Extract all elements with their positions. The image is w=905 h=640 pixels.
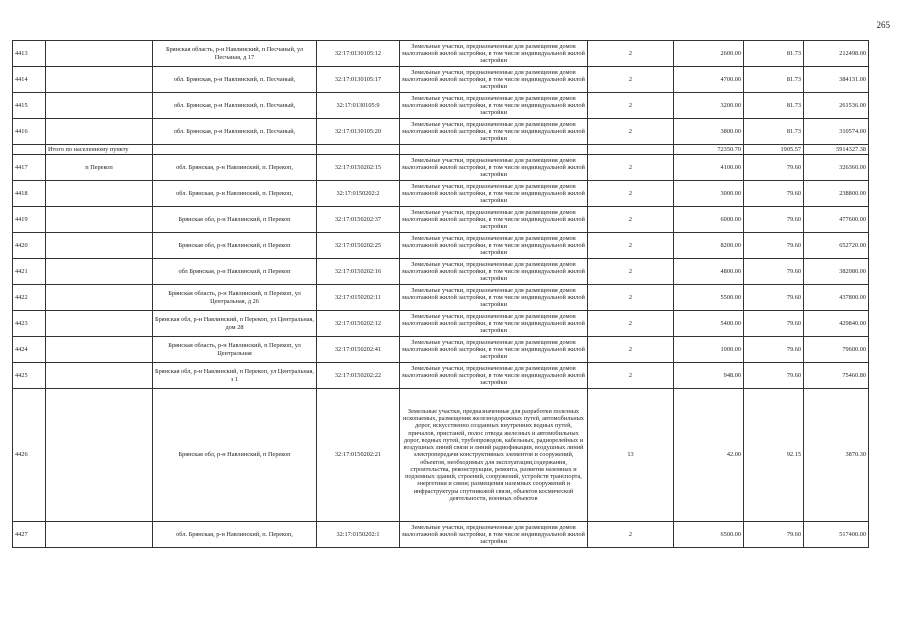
land-use-cell: Земельные участки, предназначенные для размещения домов малоэтажной жилой застройки, в том числе индивидуальной жилой застройки (400, 207, 588, 233)
land-use-cell: Земельные участки, предназначенные для размещения домов малоэтажной жилой застройки, в том числе индивидуальной жилой застройки (400, 93, 588, 119)
settlement-cell (46, 233, 153, 259)
use-group-cell: 2 (588, 285, 674, 311)
area-cell: 6500.00 (674, 522, 744, 548)
address-cell: обл. Брянская, р-н Навлинский, п. Перекоп, (153, 522, 317, 548)
cadastral-number-cell: 32:17:0150202:11 (317, 285, 400, 311)
subtotal-area: 72350.70 (674, 145, 744, 155)
subtotal-value: 5914327.38 (804, 145, 869, 155)
cadastral-number-cell: 32:17:0150202:21 (317, 389, 400, 522)
settlement-cell (46, 285, 153, 311)
specific-value-cell: 92.15 (744, 389, 804, 522)
table-body-upper (13, 41, 869, 145)
cadastral-number-cell: 32:17:0150202:25 (317, 233, 400, 259)
land-use-cell: Земельные участки, предназначенные для размещения домов малоэтажной жилой застройки, в том числе индивидуальной жилой застройки (400, 522, 588, 548)
area-cell: 2600.00 (674, 41, 744, 67)
specific-value-cell: 79.60 (744, 207, 804, 233)
row-number-cell: 4421 (13, 259, 46, 285)
land-use-cell: Земельные участки, предназначенные для размещения домов малоэтажной жилой застройки, в том числе индивидуальной жилой застройки (400, 155, 588, 181)
land-use-cell: Земельные участки, предназначенные для размещения домов малоэтажной жилой застройки, в том числе индивидуальной жилой застройки (400, 285, 588, 311)
table-row (13, 93, 869, 119)
settlement-cell: п Перекоп (46, 155, 153, 181)
row-number-cell: 4413 (13, 41, 46, 67)
settlement-cell (46, 181, 153, 207)
cadastral-value-cell: 429840.00 (804, 311, 869, 337)
cadastral-value-cell: 310574.00 (804, 119, 869, 145)
specific-value-cell: 81.73 (744, 41, 804, 67)
cadastral-value-cell: 652720.00 (804, 233, 869, 259)
area-cell: 4800.00 (674, 259, 744, 285)
area-cell: 3200.00 (674, 93, 744, 119)
land-use-cell: Земельные участки, предназначенные для размещения домов малоэтажной жилой застройки, в том числе индивидуальной жилой застройки (400, 259, 588, 285)
use-group-cell: 2 (588, 41, 674, 67)
area-cell: 3800.00 (674, 119, 744, 145)
table-row (13, 259, 869, 285)
cadastral-number-cell: 32:17:0150202:1 (317, 522, 400, 548)
settlement-cell (46, 311, 153, 337)
cadastral-number-cell: 32:17:0130105:17 (317, 67, 400, 93)
specific-value-cell: 79.60 (744, 233, 804, 259)
table-row (13, 67, 869, 93)
row-number-cell: 4417 (13, 155, 46, 181)
row-number-cell: 4423 (13, 311, 46, 337)
specific-value-cell: 79.60 (744, 363, 804, 389)
land-use-cell: Земельные участки, предназначенные для размещения домов малоэтажной жилой застройки, в том числе индивидуальной жилой застройки (400, 337, 588, 363)
settlement-cell (46, 207, 153, 233)
land-use-cell: Земельные участки, предназначенные для размещения домов малоэтажной жилой застройки, в том числе индивидуальной жилой застройки (400, 119, 588, 145)
table-row (13, 337, 869, 363)
cadastral-number-cell: 32:17:0130105:20 (317, 119, 400, 145)
cadastral-value-cell: 3870.30 (804, 389, 869, 522)
use-group-cell: 2 (588, 181, 674, 207)
cadastral-value-cell: 75460.80 (804, 363, 869, 389)
cadastral-value-cell: 437800.00 (804, 285, 869, 311)
address-cell: Брянская обл, р-н Навлинский, п Перекоп (153, 207, 317, 233)
address-cell: обл. Брянская, р-н Навлинский, п. Песчаный, (153, 93, 317, 119)
row-number-cell: 4426 (13, 389, 46, 522)
address-cell: Брянская обл, р-н Навлинский, п Перекоп (153, 233, 317, 259)
use-group-cell: 2 (588, 259, 674, 285)
cadastral-number-cell: 32:17:0150202:41 (317, 337, 400, 363)
cadastral-value-cell: 477600.00 (804, 207, 869, 233)
area-cell: 1000.00 (674, 337, 744, 363)
row-number-cell: 4419 (13, 207, 46, 233)
area-cell: 3000.00 (674, 181, 744, 207)
area-cell: 42.00 (674, 389, 744, 522)
table-row (13, 389, 869, 522)
land-use-cell: Земельные участки, предназначенные для размещения домов малоэтажной жилой застройки, в том числе индивидуальной жилой застройки (400, 363, 588, 389)
cadastral-number-cell: 32:17:0130105:9 (317, 93, 400, 119)
row-number-cell: 4414 (13, 67, 46, 93)
table-row (13, 522, 869, 548)
table-row (13, 233, 869, 259)
address-cell: обл. Брянская, р-н Навлинский, п. Перекоп, (153, 181, 317, 207)
specific-value-cell: 79.60 (744, 522, 804, 548)
settlement-cell (46, 522, 153, 548)
use-group-cell: 2 (588, 67, 674, 93)
use-group-cell: 2 (588, 207, 674, 233)
settlement-cell (46, 119, 153, 145)
cadastral-value-cell: 212498.00 (804, 41, 869, 67)
row-number-cell: 4422 (13, 285, 46, 311)
land-use-cell: Земельные участки, предназначенные для размещения домов малоэтажной жилой застройки, в том числе индивидуальной жилой застройки (400, 41, 588, 67)
use-group-cell: 2 (588, 311, 674, 337)
specific-value-cell: 81.73 (744, 93, 804, 119)
subtotal-row (13, 145, 869, 155)
area-cell: 5500.00 (674, 285, 744, 311)
use-group-cell: 2 (588, 119, 674, 145)
area-cell: 4100.00 (674, 155, 744, 181)
address-cell: Брянская обл, р-н Навлинский, п Перекоп, ул Центральная, з 1 (153, 363, 317, 389)
address-cell: обл. Брянская, р-н Навлинский, п. Перекоп, (153, 155, 317, 181)
table-body-lower (13, 155, 869, 548)
cadastral-number-cell: 32:17:0150202:37 (317, 207, 400, 233)
table-row (13, 155, 869, 181)
subtotal-label: Итого по населенному пункту (46, 145, 153, 155)
use-group-cell: 2 (588, 155, 674, 181)
cadastral-number-cell: 32:17:0150202:12 (317, 311, 400, 337)
address-cell: Брянская область, р-н Навлинский, п Перекоп, ул Центральная, д 26 (153, 285, 317, 311)
cadastral-number-cell: 32:17:0130105:12 (317, 41, 400, 67)
settlement-cell (46, 93, 153, 119)
area-cell: 5400.00 (674, 311, 744, 337)
cadastral-number-cell: 32:17:0150202:16 (317, 259, 400, 285)
cadastral-value-cell: 384131.00 (804, 67, 869, 93)
subtotal-rate: 1905.57 (744, 145, 804, 155)
cadastral-number-cell: 32:17:0150202:2 (317, 181, 400, 207)
row-number-cell: 4420 (13, 233, 46, 259)
table-row (13, 119, 869, 145)
subtotal-empty-cell (400, 145, 588, 155)
row-number-cell: 4416 (13, 119, 46, 145)
subtotal-empty-cell (153, 145, 317, 155)
specific-value-cell: 79.60 (744, 337, 804, 363)
row-number-cell: 4415 (13, 93, 46, 119)
specific-value-cell: 79.60 (744, 259, 804, 285)
subtotal-empty-cell (588, 145, 674, 155)
use-group-cell: 2 (588, 233, 674, 259)
cadastral-value-cell: 517400.00 (804, 522, 869, 548)
cadastral-value-cell: 326360.00 (804, 155, 869, 181)
row-number-cell: 4427 (13, 522, 46, 548)
subtotal-num-cell (13, 145, 46, 155)
address-cell: обл. Брянская, р-н Навлинский, п. Песчаный, (153, 119, 317, 145)
cadastral-value-cell: 238800.00 (804, 181, 869, 207)
cadastral-value-cell: 261536.00 (804, 93, 869, 119)
use-group-cell: 2 (588, 93, 674, 119)
specific-value-cell: 81.73 (744, 119, 804, 145)
address-cell: Брянская область, р-н Навлинский, п Перекоп, ул Центральная (153, 337, 317, 363)
table-row (13, 41, 869, 67)
cadastral-value-cell: 79600.00 (804, 337, 869, 363)
use-group-cell: 2 (588, 337, 674, 363)
area-cell: 4700.00 (674, 67, 744, 93)
land-use-cell: Земельные участки, предназначенные для размещения домов малоэтажной жилой застройки, в том числе индивидуальной жилой застройки (400, 233, 588, 259)
row-number-cell: 4418 (13, 181, 46, 207)
cadastral-value-table (12, 40, 869, 548)
cadastral-number-cell: 32:17:0150202:22 (317, 363, 400, 389)
address-cell: обл Брянская, р-н Навлинский, п Перекоп (153, 259, 317, 285)
address-cell: обл. Брянская, р-н Навлинский, п. Песчаный, (153, 67, 317, 93)
cadastral-value-cell: 382080.00 (804, 259, 869, 285)
settlement-cell (46, 363, 153, 389)
use-group-cell: 13 (588, 389, 674, 522)
specific-value-cell: 81.73 (744, 67, 804, 93)
address-cell: Брянская область, р-н Навлинский, п Песчаный, ул Песчаная, д 17 (153, 41, 317, 67)
use-group-cell: 2 (588, 522, 674, 548)
specific-value-cell: 79.60 (744, 155, 804, 181)
subtotal-section (13, 145, 869, 155)
table-row (13, 285, 869, 311)
settlement-cell (46, 41, 153, 67)
specific-value-cell: 79.60 (744, 285, 804, 311)
address-cell: Брянская обл, р-н Навлинский, п Перекоп (153, 389, 317, 522)
land-use-cell: Земельные участки, предназначенные для разработки полезных ископаемых, размещения железнодорожных путей, автомобильных дорог, искусственно созданных внутренних водных путей, причалов, пристаней, полос отвода железных и автомобильных дорог, водных путей, трубопроводов, кабельных, радиорелейных и воздушных линий связи и линий радиофикации, воздушных линий электропередачи конструктивных элементов и сооружений, объектов, необходимых для эксплуатации,содержания, строительства, реконструкции, ремонта, развития наземных и подземных зданий, строений, сооружений, устройств транспорта, энергетики и связи; размещения наземных сооружений и инфраструктуры спутниковой связи, объектов космической деятельности, военных объектов (400, 389, 588, 522)
settlement-cell (46, 337, 153, 363)
area-cell: 6000.00 (674, 207, 744, 233)
settlement-cell (46, 259, 153, 285)
cadastral-number-cell: 32:17:0150202:15 (317, 155, 400, 181)
page-number: 265 (876, 20, 890, 30)
settlement-cell (46, 67, 153, 93)
address-cell: Брянская обл, р-н Навлинский, п Перекоп, ул Центральная, дом 28 (153, 311, 317, 337)
specific-value-cell: 79.60 (744, 181, 804, 207)
table-row (13, 363, 869, 389)
specific-value-cell: 79.60 (744, 311, 804, 337)
row-number-cell: 4425 (13, 363, 46, 389)
land-use-cell: Земельные участки, предназначенные для размещения домов малоэтажной жилой застройки, в том числе индивидуальной жилой застройки (400, 311, 588, 337)
use-group-cell: 2 (588, 363, 674, 389)
area-cell: 948.00 (674, 363, 744, 389)
land-use-cell: Земельные участки, предназначенные для размещения домов малоэтажной жилой застройки, в том числе индивидуальной жилой застройки (400, 181, 588, 207)
table-row (13, 181, 869, 207)
table-row (13, 311, 869, 337)
table-row (13, 207, 869, 233)
subtotal-empty-cell (317, 145, 400, 155)
row-number-cell: 4424 (13, 337, 46, 363)
land-use-cell: Земельные участки, предназначенные для размещения домов малоэтажной жилой застройки, в том числе индивидуальной жилой застройки (400, 67, 588, 93)
area-cell: 8200.00 (674, 233, 744, 259)
settlement-cell (46, 389, 153, 522)
